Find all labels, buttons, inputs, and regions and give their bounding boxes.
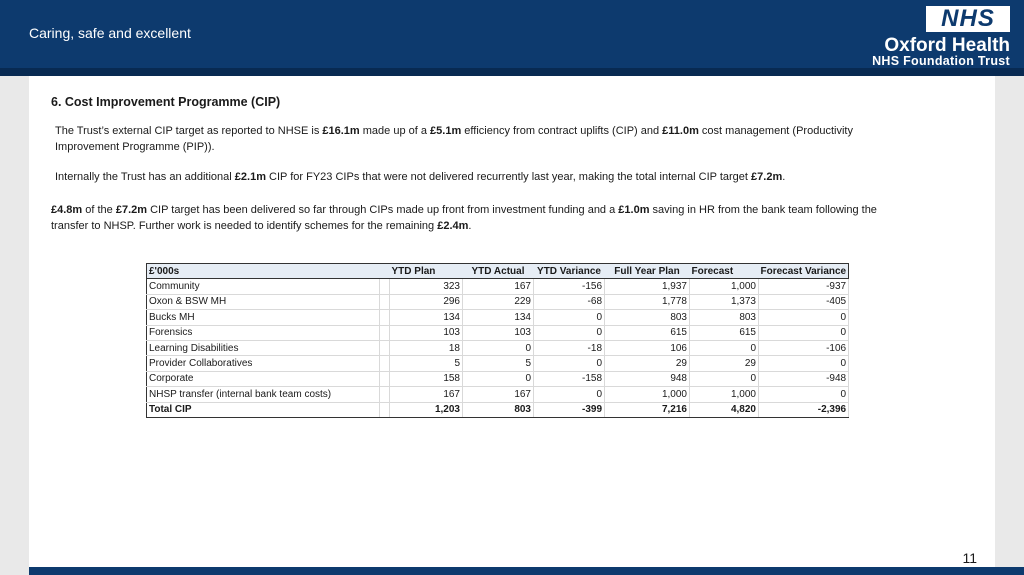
table-cell: 0 (759, 310, 849, 325)
table-cell: 7,216 (605, 402, 690, 417)
table-cell (380, 371, 390, 386)
table-cell: 106 (605, 340, 690, 355)
table-cell: 103 (463, 325, 534, 340)
table-row (147, 356, 849, 371)
table-cell (380, 279, 390, 294)
table-cell: 5 (390, 356, 463, 371)
table-cell: 803 (463, 402, 534, 417)
table-cell: 1,373 (690, 294, 759, 309)
paragraph-internal-target: Internally the Trust has an additional £2.1m CIP for FY23 CIPs that were not delivered recurrently last year, making the total internal CIP target £7.2m. (55, 171, 786, 183)
table-cell: 615 (605, 325, 690, 340)
table-cell: 0 (534, 356, 605, 371)
header-stripe (0, 68, 1024, 76)
table-cell: 18 (390, 340, 463, 355)
table-cell: -2,396 (759, 402, 849, 417)
tagline: Caring, safe and excellent (29, 25, 191, 41)
table-cell: 803 (605, 310, 690, 325)
table-cell: 1,937 (605, 279, 690, 294)
table-row (147, 340, 849, 355)
table-cell: -156 (534, 279, 605, 294)
table-cell: 167 (463, 279, 534, 294)
table-cell (380, 294, 390, 309)
table-cell (380, 356, 390, 371)
table-cell: 0 (759, 387, 849, 402)
footer-bar (29, 567, 1024, 575)
table-cell (380, 325, 390, 340)
row-label-cell: Oxon & BSW MH (147, 294, 380, 309)
table-row (147, 371, 849, 386)
row-label-cell: Provider Collaboratives (147, 356, 380, 371)
paragraph-external-target: The Trust’s external CIP target as reported to NHSE is £16.1m made up of a £5.1m efficiency from contract uplifts (CIP) and £11.0m cost management (Productivity Improvement Programme (PIP)). (55, 125, 853, 153)
table-cell: 29 (605, 356, 690, 371)
row-label-cell: Corporate (147, 371, 380, 386)
header-cell: £'000s (147, 264, 380, 279)
cip-table (146, 263, 849, 418)
row-label-cell: Forensics (147, 325, 380, 340)
row-label-cell: NHSP transfer (internal bank team costs) (147, 387, 380, 402)
table-cell: 803 (690, 310, 759, 325)
logo-org-subtitle: NHS Foundation Trust (872, 54, 1010, 68)
table-cell (380, 387, 390, 402)
nhs-badge-icon: NHS (926, 6, 1010, 32)
header-cell: YTD Actual (463, 264, 534, 279)
table-cell: 1,000 (690, 387, 759, 402)
table-cell: 134 (463, 310, 534, 325)
table-cell: 323 (390, 279, 463, 294)
table-cell: 0 (463, 340, 534, 355)
table-cell: -68 (534, 294, 605, 309)
table-cell: 5 (463, 356, 534, 371)
paragraph-delivery-status: £4.8m of the £7.2m CIP target has been delivered so far through CIPs made up front from investment funding and a £1.0m saving in HR from the bank team following the transfer to NHSP. Further work is needed to identify schemes for the remaining £2.4m. (51, 204, 877, 232)
table-cell: 296 (390, 294, 463, 309)
table-cell: -405 (759, 294, 849, 309)
table-cell: 948 (605, 371, 690, 386)
row-label-cell: Bucks MH (147, 310, 380, 325)
header-cell: YTD Variance (534, 264, 605, 279)
table-row (147, 310, 849, 325)
table-cell: 0 (690, 371, 759, 386)
table-cell: 229 (463, 294, 534, 309)
table-cell: -937 (759, 279, 849, 294)
page-number: 11 (962, 550, 977, 566)
header-cell: Full Year Plan (605, 264, 690, 279)
table-cell: -948 (759, 371, 849, 386)
table-cell (380, 340, 390, 355)
table-cell: 0 (759, 356, 849, 371)
row-label-cell: Learning Disabilities (147, 340, 380, 355)
table-row (147, 387, 849, 402)
row-label-cell: Community (147, 279, 380, 294)
table-cell: 0 (534, 325, 605, 340)
header-cell: YTD Plan (390, 264, 463, 279)
table-cell: 103 (390, 325, 463, 340)
table-cell: 0 (534, 387, 605, 402)
table-cell: 0 (463, 371, 534, 386)
table-row (147, 325, 849, 340)
section-title: 6. Cost Improvement Programme (CIP) (51, 95, 281, 109)
table-cell: 1,778 (605, 294, 690, 309)
table-cell: 615 (690, 325, 759, 340)
table-cell: -399 (534, 402, 605, 417)
logo-org-name: Oxford Health (884, 35, 1010, 56)
table-cell: 167 (463, 387, 534, 402)
table-cell (380, 402, 390, 417)
table-cell: 158 (390, 371, 463, 386)
table-cell: -158 (534, 371, 605, 386)
table-cell: 1,000 (605, 387, 690, 402)
table-cell: 1,203 (390, 402, 463, 417)
table-header-row (147, 264, 849, 279)
table-row (147, 294, 849, 309)
table-cell (380, 310, 390, 325)
table-cell: 167 (390, 387, 463, 402)
table-cell: 0 (759, 325, 849, 340)
header-cell: Forecast (690, 264, 759, 279)
table-cell: -18 (534, 340, 605, 355)
nhs-logo (845, 6, 1010, 68)
header-cell: Forecast Variance (759, 264, 849, 279)
table-cell: -106 (759, 340, 849, 355)
table-cell: 134 (390, 310, 463, 325)
table-cell: 0 (534, 310, 605, 325)
table-cell: 1,000 (690, 279, 759, 294)
table-cell: 0 (690, 340, 759, 355)
table-total-row (147, 402, 849, 417)
table-row (147, 279, 849, 294)
header-cell (380, 264, 390, 279)
row-label-cell: Total CIP (147, 402, 380, 417)
table-cell: 29 (690, 356, 759, 371)
table-cell: 4,820 (690, 402, 759, 417)
